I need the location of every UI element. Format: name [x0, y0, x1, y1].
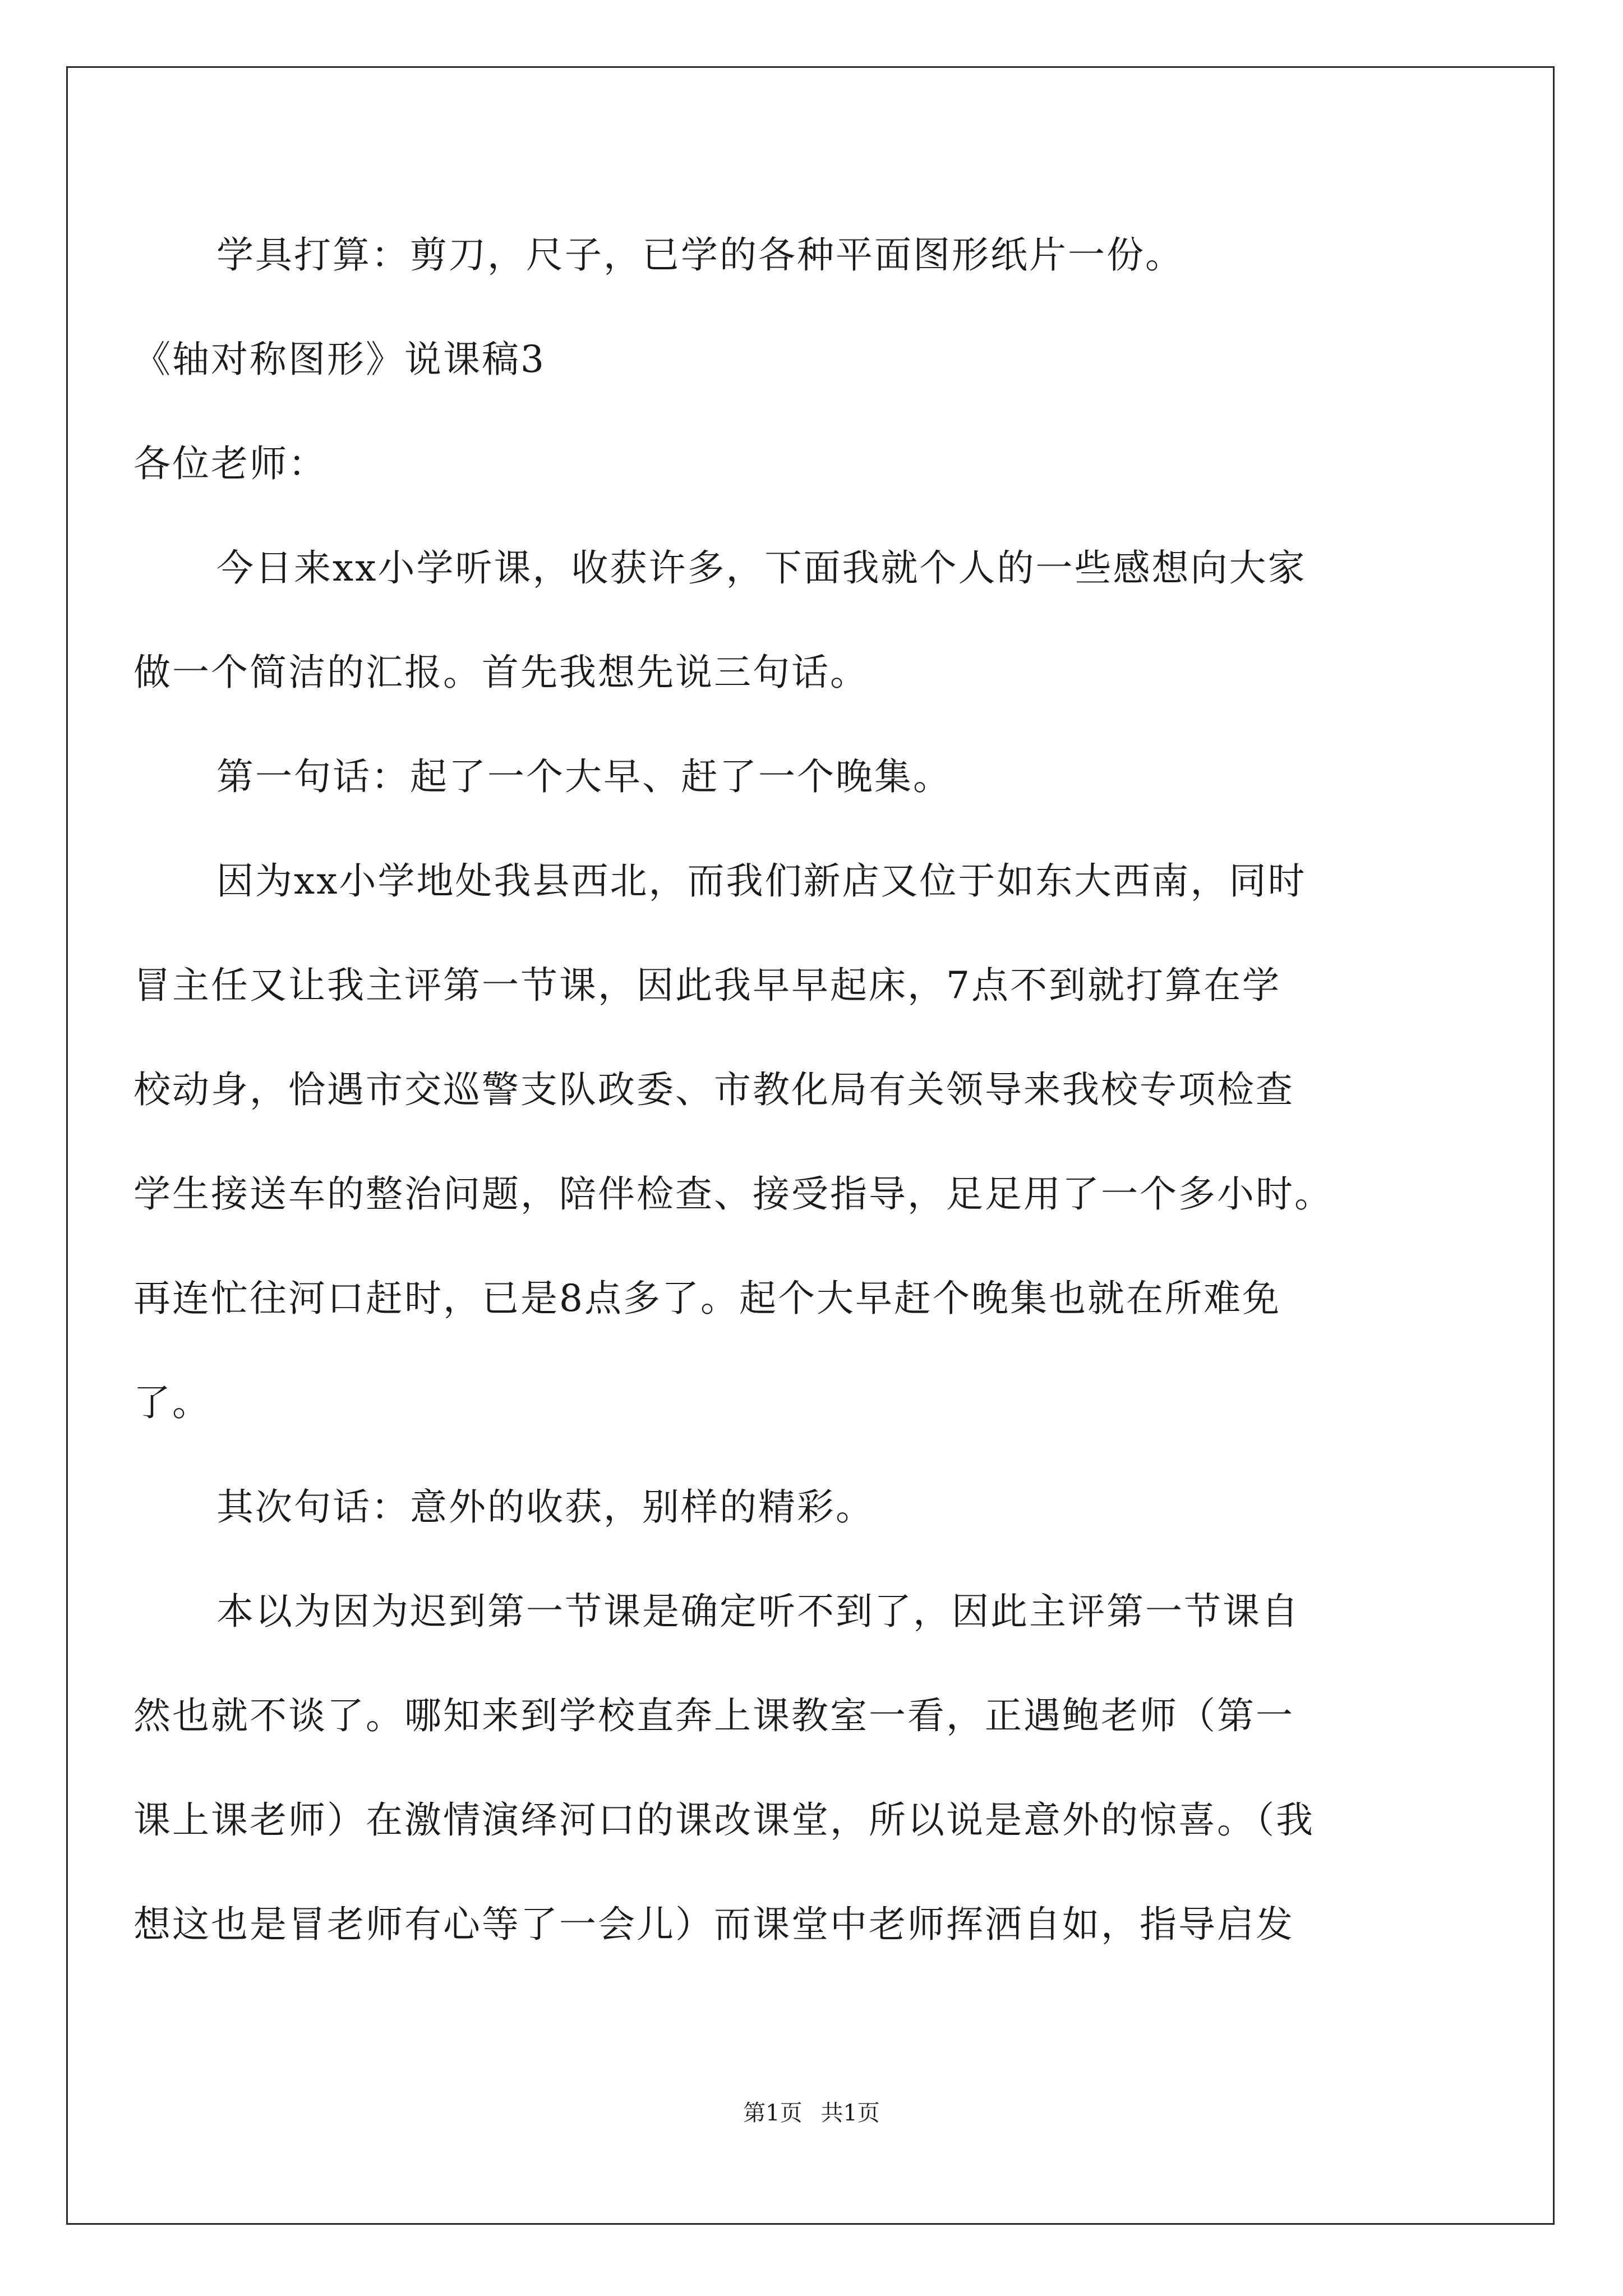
page-number-current: 第1页 [743, 2100, 803, 2126]
paragraph-line: 因为xx小学地处我县西北，而我们新店又位于如东大西南，同时 [216, 859, 1307, 903]
paragraph-line: 做一个简洁的汇报。首先我想先说三句话。 [133, 651, 869, 694]
paragraph-line: 今日来xx小学听课，收获许多，下面我就个人的一些感想向大家 [216, 546, 1307, 590]
paragraph-line: 了。 [133, 1381, 211, 1424]
paragraph-line: 学生接送车的整治问题，陪伴检查、接受指导，足足用了一个多小时。 [133, 1172, 1333, 1216]
paragraph-line: 然也就不谈了。哪知来到学校直奔上课教室一看，正遇鲍老师（第一 [133, 1694, 1294, 1737]
section-title: 《轴对称图形》说课稿3 [133, 338, 546, 381]
paragraph-line: 校动身，恰遇市交巡警支队政委、市教化局有关领导来我校专项检查 [133, 1068, 1294, 1111]
paragraph-heading-first: 第一句话：起了一个大早、赶了一个晚集。 [216, 755, 952, 798]
page-number-total: 共1页 [820, 2100, 880, 2126]
page-footer [0, 2099, 1623, 2127]
paragraph-line: 想这也是冒老师有心等了一会儿）而课堂中老师挥洒自如，指导启发 [133, 1903, 1294, 1946]
paragraph-line: 冒主任又让我主评第一节课，因此我早早起床，7点不到就打算在学 [133, 964, 1281, 1007]
paragraph-heading-second: 其次句话：意外的收获，别样的精彩。 [216, 1485, 874, 1529]
paragraph-line: 课上课老师）在激情演绎河口的课改课堂，所以说是意外的惊喜。（我 [133, 1798, 1315, 1842]
paragraph-supplies: 学具打算：剪刀，尺子，已学的各种平面图形纸片一份。 [216, 233, 1184, 277]
paragraph-line: 本以为因为迟到第一节课是确定听不到了，因此主评第一节课自 [216, 1590, 1300, 1633]
greeting: 各位老师： [133, 442, 327, 485]
paragraph-line: 再连忙往河口赶时，已是8点多了。起个大早赶个晚集也就在所难免 [133, 1277, 1281, 1320]
